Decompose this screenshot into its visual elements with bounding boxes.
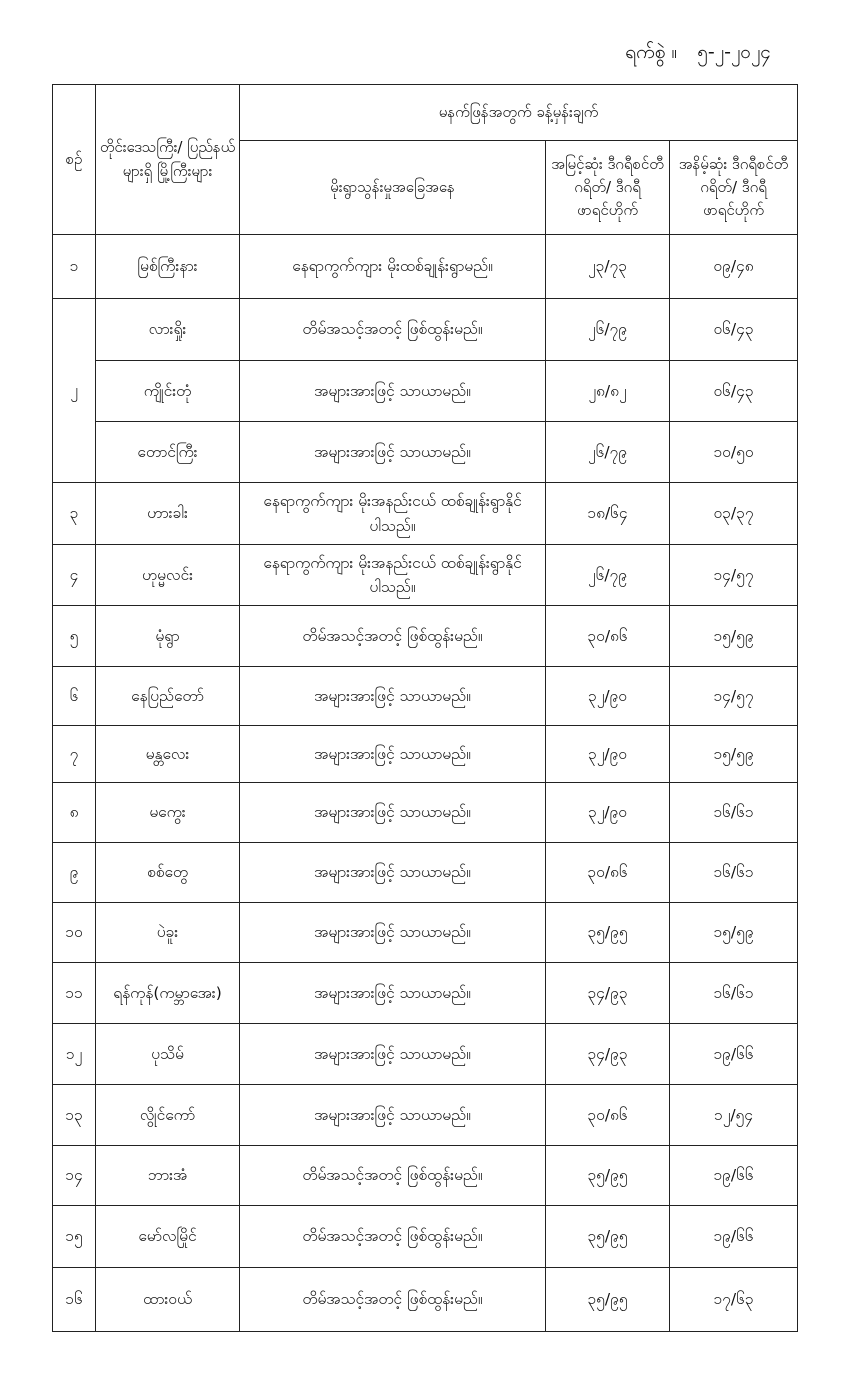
rain-condition: အများအားဖြင့် သာယာမည်။ <box>240 783 546 843</box>
min-temp: ၁၉/၆၆ <box>670 1146 798 1206</box>
min-temp: ၀၉/၄၈ <box>670 235 798 299</box>
serial-no: ၃ <box>53 483 96 545</box>
table-row <box>53 963 798 1024</box>
city-name: ထားဝယ် <box>96 1268 240 1332</box>
city-name: နေပြည်တော် <box>96 667 240 726</box>
serial-no: ၉ <box>53 843 96 903</box>
min-temp: ၁၄/၅၇ <box>670 667 798 726</box>
city-name: လွိုင်ကော် <box>96 1085 240 1146</box>
table-row <box>53 299 798 361</box>
rain-condition: တိမ်အသင့်အတင့် ဖြစ်ထွန်းမည်။ <box>240 606 546 667</box>
table-row <box>53 235 798 299</box>
max-temp: ၃၄/၉၃ <box>546 1024 670 1085</box>
max-temp: ၂၆/၇၉ <box>546 422 670 483</box>
city-name: စစ်တွေ <box>96 843 240 903</box>
city-name: ရန်ကုန်(ကမ္ဘာအေး) <box>96 963 240 1024</box>
rain-condition: အများအားဖြင့် သာယာမည်။ <box>240 361 546 422</box>
max-temp: ၂၈/၈၂ <box>546 361 670 422</box>
rain-condition: အများအားဖြင့် သာယာမည်။ <box>240 1024 546 1085</box>
table-row <box>53 422 798 483</box>
min-temp: ၁၉/၆၆ <box>670 1024 798 1085</box>
min-temp: ၁၆/၆၁ <box>670 843 798 903</box>
table-row <box>53 1146 798 1206</box>
min-temp: ၀၆/၄၃ <box>670 361 798 422</box>
min-temp: ၀၆/၄၃ <box>670 299 798 361</box>
table-row <box>53 483 798 545</box>
max-temp: ၃၂/၉၀ <box>546 726 670 783</box>
city-name: မကွေး <box>96 783 240 843</box>
city-name: ပုသိမ် <box>96 1024 240 1085</box>
table-row <box>53 1268 798 1332</box>
table-row <box>53 1085 798 1146</box>
city-name: ဟုမ္မလင်း <box>96 545 240 606</box>
serial-no: ၁ <box>53 235 96 299</box>
rain-condition: နေရာကွက်ကျား မိုးအနည်းငယ် ထစ်ချုန်းရွာနိုင်ပါသည်။ <box>240 545 546 606</box>
city-name: မန္တလေး <box>96 726 240 783</box>
serial-no: ၁၃ <box>53 1085 96 1146</box>
date-value: ၅-၂-၂၀၂၄ <box>697 41 771 63</box>
serial-no: ၇ <box>53 726 96 783</box>
rain-condition: အများအားဖြင့် သာယာမည်။ <box>240 1085 546 1146</box>
serial-no: ၆ <box>53 667 96 726</box>
min-temp: ၁၄/၅၇ <box>670 545 798 606</box>
min-temp: ၁၆/၆၁ <box>670 783 798 843</box>
table-row <box>53 783 798 843</box>
city-name: ဘားအံ <box>96 1146 240 1206</box>
forecast-table <box>52 84 798 1332</box>
max-temp: ၃၂/၉၀ <box>546 783 670 843</box>
rain-condition: အများအားဖြင့် သာယာမည်။ <box>240 726 546 783</box>
date-label: ရက်စွဲ ။ <box>625 41 678 63</box>
min-temp: ၁၅/၅၉ <box>670 726 798 783</box>
table-row <box>53 726 798 783</box>
min-temp: ၁၉/၆၆ <box>670 1206 798 1268</box>
city-name: လားရှိုး <box>96 299 240 361</box>
city-name: ပဲခူး <box>96 903 240 963</box>
table-row <box>53 1206 798 1268</box>
serial-no: ၁၁ <box>53 963 96 1024</box>
rain-condition: အများအားဖြင့် သာယာမည်။ <box>240 667 546 726</box>
city-name: မော်လမြိုင် <box>96 1206 240 1268</box>
city-name: တောင်ကြီး <box>96 422 240 483</box>
header-max-temp: အမြင့်ဆုံး ဒီဂရီစင်တီဂရိတ်/ ဒီဂရီဖာရင်ဟိုက် <box>546 141 670 235</box>
max-temp: ၃၅/၉၅ <box>546 1206 670 1268</box>
min-temp: ၁၂/၅၄ <box>670 1085 798 1146</box>
serial-no: ၅ <box>53 606 96 667</box>
rain-condition: အများအားဖြင့် သာယာမည်။ <box>240 843 546 903</box>
rain-condition: အများအားဖြင့် သာယာမည်။ <box>240 963 546 1024</box>
table-row <box>53 606 798 667</box>
report-date <box>625 40 771 68</box>
table-row <box>53 1024 798 1085</box>
serial-no: ၁၄ <box>53 1146 96 1206</box>
rain-condition: နေရာကွက်ကျား မိုးအနည်းငယ် ထစ်ချုန်းရွာနိုင်ပါသည်။ <box>240 483 546 545</box>
serial-no: ၂ <box>53 299 96 483</box>
max-temp: ၃၂/၉၀ <box>546 667 670 726</box>
rain-condition: အများအားဖြင့် သာယာမည်။ <box>240 422 546 483</box>
max-temp: ၃၅/၉၅ <box>546 1268 670 1332</box>
rain-condition: တိမ်အသင့်အတင့် ဖြစ်ထွန်းမည်။ <box>240 1206 546 1268</box>
min-temp: ၁၆/၆၁ <box>670 963 798 1024</box>
table-row <box>53 545 798 606</box>
max-temp: ၃၀/၈၆ <box>546 606 670 667</box>
min-temp: ၁၅/၅၉ <box>670 903 798 963</box>
max-temp: ၃၅/၉၅ <box>546 1146 670 1206</box>
header-serial-no: စဉ် <box>53 85 96 235</box>
max-temp: ၃၀/၈၆ <box>546 1085 670 1146</box>
rain-condition: တိမ်အသင့်အတင့် ဖြစ်ထွန်းမည်။ <box>240 1146 546 1206</box>
rain-condition: အများအားဖြင့် သာယာမည်။ <box>240 903 546 963</box>
city-name: မြစ်ကြီးနား <box>96 235 240 299</box>
min-temp: ၁၇/၆၃ <box>670 1268 798 1332</box>
max-temp: ၂၆/၇၉ <box>546 299 670 361</box>
table-row <box>53 843 798 903</box>
rain-condition: တိမ်အသင့်အတင့် ဖြစ်ထွန်းမည်။ <box>240 299 546 361</box>
city-name: ဟားခါး <box>96 483 240 545</box>
max-temp: ၃၀/၈၆ <box>546 843 670 903</box>
min-temp: ၁၀/၅၀ <box>670 422 798 483</box>
table-row <box>53 903 798 963</box>
header-city: တိုင်းဒေသကြီး/ ပြည်နယ်များရှိ မြို့ကြီးများ <box>96 85 240 235</box>
max-temp: ၁၈/၆၄ <box>546 483 670 545</box>
serial-no: ၁၆ <box>53 1268 96 1332</box>
min-temp: ၁၅/၅၉ <box>670 606 798 667</box>
table-row <box>53 361 798 422</box>
max-temp: ၂၃/၇၃ <box>546 235 670 299</box>
serial-no: ၈ <box>53 783 96 843</box>
serial-no: ၁၀ <box>53 903 96 963</box>
header-forecast-group: မနက်ဖြန်အတွက် ခန့်မှန်းချက် <box>240 85 798 141</box>
max-temp: ၃၄/၉၃ <box>546 963 670 1024</box>
serial-no: ၁၂ <box>53 1024 96 1085</box>
serial-no: ၄ <box>53 545 96 606</box>
serial-no: ၁၅ <box>53 1206 96 1268</box>
rain-condition: တိမ်အသင့်အတင့် ဖြစ်ထွန်းမည်။ <box>240 1268 546 1332</box>
city-name: မုံရွာ <box>96 606 240 667</box>
table-row <box>53 667 798 726</box>
max-temp: ၃၅/၉၅ <box>546 903 670 963</box>
min-temp: ၀၃/၃၇ <box>670 483 798 545</box>
rain-condition: နေရာကွက်ကျား မိုးထစ်ချုန်းရွာမည်။ <box>240 235 546 299</box>
header-min-temp: အနိမ့်ဆုံး ဒီဂရီစင်တီဂရိတ်/ ဒီဂရီဖာရင်ဟိုက် <box>670 141 798 235</box>
city-name: ကျိုင်းတုံ <box>96 361 240 422</box>
header-rain-condition: မိုးရွာသွန်းမှုအခြေအနေ <box>240 141 546 235</box>
max-temp: ၂၆/၇၉ <box>546 545 670 606</box>
